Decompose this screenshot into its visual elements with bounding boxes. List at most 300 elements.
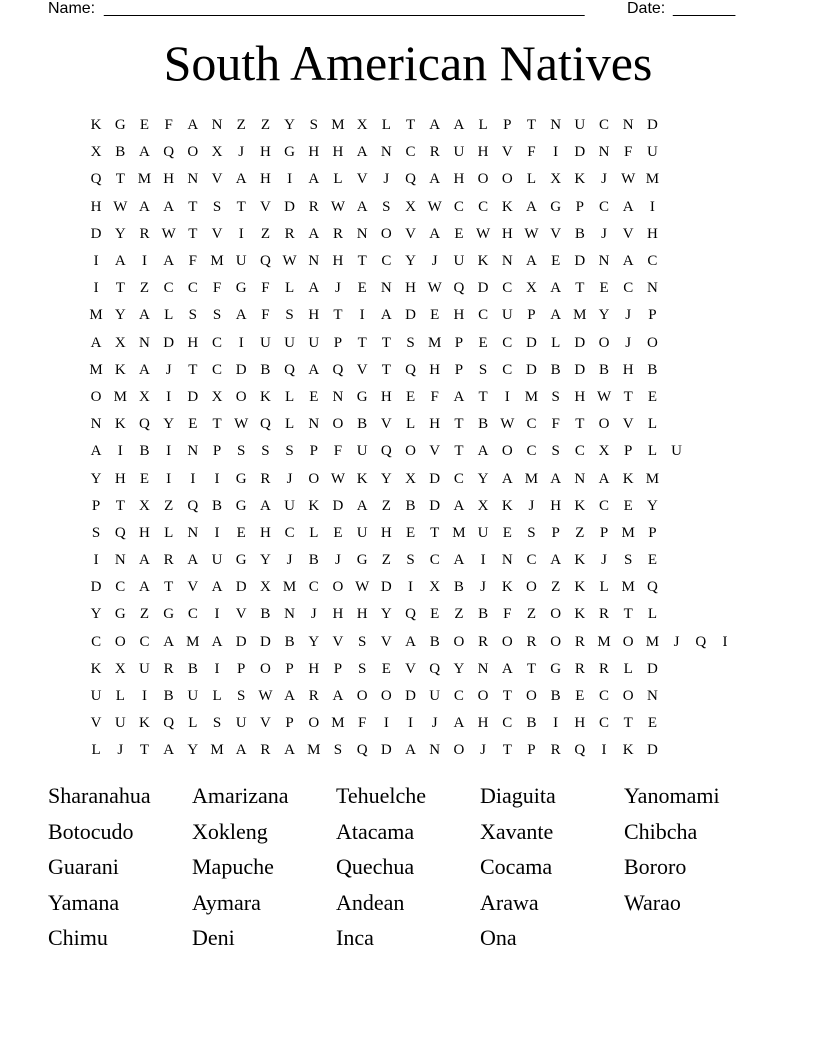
grid-cell: G	[163, 606, 175, 623]
grid-cell: S	[261, 443, 270, 460]
grid-row	[84, 384, 744, 411]
grid-cell: G	[356, 552, 368, 569]
grid-cell: O	[235, 388, 247, 405]
grid-cell: S	[285, 307, 294, 324]
grid-cell: H	[139, 524, 150, 541]
grid-cell: E	[381, 660, 391, 677]
word-list-item: Diaguita	[480, 783, 556, 808]
grid-cell: J	[601, 225, 607, 242]
grid-cell: C	[163, 280, 174, 297]
grid-cell: Z	[139, 280, 150, 297]
grid-cell: M	[645, 470, 660, 487]
grid-cell: X	[405, 198, 416, 215]
grid-cell: U	[646, 144, 658, 161]
grid-cell: J	[335, 552, 341, 569]
grid-cell: D	[332, 497, 344, 514]
grid-cell: R	[260, 470, 271, 487]
grid-cell: U	[284, 334, 296, 351]
grid-cell: N	[187, 171, 199, 188]
grid-cell: R	[260, 742, 271, 759]
grid-cell: P	[237, 660, 246, 677]
grid-cell: H	[380, 388, 392, 405]
grid-cell: R	[526, 633, 537, 650]
grid-cell: H	[90, 198, 102, 215]
grid-cell: T	[164, 579, 174, 596]
grid-cell: R	[308, 688, 319, 705]
grid-cell: Y	[453, 660, 465, 677]
grid-cell: B	[599, 361, 610, 378]
grid-cell: L	[551, 334, 561, 351]
grid-cell: N	[501, 552, 513, 569]
grid-cell: B	[260, 606, 271, 623]
grid-cell: X	[405, 470, 416, 487]
grid-cell: B	[284, 633, 295, 650]
grid-cell: G	[235, 552, 247, 569]
grid-cell: L	[212, 688, 222, 705]
grid-cell: S	[551, 388, 560, 405]
grid-cell: F	[261, 307, 270, 324]
grid-cell: H	[429, 361, 441, 378]
grid-cell: N	[477, 660, 489, 677]
grid-cell: K	[114, 361, 126, 378]
date-label: Date:	[627, 0, 666, 17]
grid-cell: Q	[163, 144, 175, 161]
grid-cell: G	[114, 117, 126, 134]
word-list-item: Amarizana	[192, 783, 289, 808]
grid-cell: W	[355, 579, 370, 596]
grid-cell: C	[212, 334, 223, 351]
grid-cell: I	[141, 688, 147, 705]
grid-cell: J	[625, 334, 632, 351]
grid-cell: W	[258, 688, 273, 705]
grid-cell: Q	[405, 606, 416, 623]
grid-cell: H	[308, 144, 320, 161]
grid-cell: H	[453, 307, 465, 324]
grid-cell: H	[163, 171, 175, 188]
grid-cell: I	[214, 606, 220, 623]
grid-cell: O	[405, 443, 416, 460]
grid-cell: A	[550, 470, 562, 487]
grid-cell: M	[282, 579, 297, 596]
grid-cell: M	[621, 579, 635, 596]
grid-cell: W	[234, 416, 249, 433]
grid-cell: T	[381, 361, 391, 378]
grid-cell: I	[166, 388, 172, 405]
grid-cell: A	[453, 715, 465, 732]
grid-cell: K	[308, 497, 320, 514]
grid-cell: A	[356, 198, 368, 215]
grid-cell: V	[211, 225, 223, 242]
grid-cell: A	[90, 334, 102, 351]
grid-cell: A	[308, 171, 320, 188]
word-list-item: Andean	[336, 889, 405, 915]
grid-cell: Q	[284, 361, 296, 378]
grid-cell: A	[501, 470, 513, 487]
grid-cell: E	[454, 225, 464, 242]
grid-cell: E	[647, 388, 657, 405]
grid-cell: B	[139, 443, 150, 460]
grid-cell: I	[93, 253, 99, 270]
grid-cell: I	[504, 388, 510, 405]
grid-cell: D	[646, 742, 658, 759]
grid-cell: C	[308, 579, 319, 596]
grid-cell: J	[528, 497, 535, 514]
grid-cell: J	[480, 742, 487, 759]
grid-cell: Z	[381, 497, 391, 514]
grid-cell: I	[117, 443, 123, 460]
grid-cell: F	[430, 388, 439, 405]
grid-cell: N	[356, 225, 368, 242]
grid-cell: X	[526, 280, 537, 297]
grid-cell: A	[332, 688, 344, 705]
grid-cell: F	[188, 253, 198, 270]
grid-cell: U	[259, 334, 271, 351]
grid-cell: A	[380, 307, 392, 324]
grid-cell: N	[90, 416, 102, 433]
grid-cell: E	[430, 606, 440, 623]
grid-cell: V	[235, 606, 247, 623]
grid-cell: C	[429, 552, 440, 569]
grid-cell: V	[259, 198, 271, 215]
grid-cell: D	[574, 334, 586, 351]
grid-cell: Z	[551, 579, 561, 596]
grid-cell: B	[405, 497, 416, 514]
grid-cell: L	[188, 715, 198, 732]
grid-cell: K	[574, 579, 586, 596]
grid-cell: H	[114, 470, 126, 487]
word-list-item: Yanomami	[624, 783, 720, 808]
grid-cell: M	[307, 742, 321, 759]
grid-row	[84, 248, 744, 275]
grid-cell: B	[308, 552, 319, 569]
grid-cell: R	[599, 606, 610, 623]
grid-cell: L	[599, 579, 609, 596]
grid-cell: M	[210, 253, 224, 270]
grid-cell: L	[309, 524, 319, 541]
grid-cell: E	[357, 280, 367, 297]
grid-row	[84, 194, 744, 221]
grid-cell: F	[624, 144, 633, 161]
grid-cell: E	[647, 552, 657, 569]
grid-cell: U	[114, 715, 126, 732]
grid-cell: T	[526, 660, 537, 677]
grid-cell: Q	[405, 171, 416, 188]
grid-cell: V	[211, 171, 223, 188]
grid-cell: N	[550, 117, 562, 134]
grid-cell: N	[139, 334, 150, 351]
grid-cell: D	[284, 198, 296, 215]
grid-cell: T	[454, 416, 464, 433]
grid-cell: D	[235, 361, 247, 378]
grid-cell: I	[214, 660, 220, 677]
grid-cell: A	[622, 198, 634, 215]
grid-cell: A	[211, 633, 223, 650]
grid-cell: S	[212, 307, 222, 324]
grid-cell: K	[501, 579, 513, 596]
grid-cell: O	[526, 688, 537, 705]
grid-cell: X	[429, 579, 441, 596]
grid-cell: W	[427, 198, 442, 215]
grid-cell: E	[188, 416, 198, 433]
grid-cell: C	[187, 606, 198, 623]
grid-cell: H	[429, 416, 441, 433]
letter-grid	[84, 112, 744, 765]
grid-cell: S	[212, 198, 222, 215]
grid-cell: D	[429, 497, 441, 514]
grid-cell: M	[89, 361, 103, 378]
grid-cell: C	[502, 715, 513, 732]
grid-cell: E	[575, 688, 585, 705]
grid-cell: U	[671, 443, 683, 460]
grid-cell: A	[187, 117, 199, 134]
grid-cell: V	[90, 715, 102, 732]
grid-cell: M	[331, 117, 345, 134]
grid-cell: N	[598, 253, 610, 270]
grid-cell: V	[356, 171, 368, 188]
grid-cell: B	[115, 144, 126, 161]
grid-cell: P	[648, 524, 657, 541]
word-list-item: Botocudo	[48, 818, 134, 844]
grid-cell: O	[550, 606, 562, 623]
grid-cell: W	[161, 225, 176, 242]
grid-cell: O	[90, 388, 102, 405]
grid-cell: K	[356, 470, 368, 487]
grid-cell: G	[550, 198, 562, 215]
grid-cell: H	[574, 715, 586, 732]
grid-cell: C	[502, 361, 513, 378]
grid-cell: A	[526, 198, 537, 215]
grid-cell: U	[211, 552, 223, 569]
grid-cell: E	[405, 524, 416, 541]
grid-cell: W	[500, 416, 515, 433]
grid-cell: V	[259, 715, 271, 732]
word-list-item: Yamana	[48, 889, 120, 915]
grid-cell: B	[429, 633, 440, 650]
grid-cell: J	[383, 171, 390, 188]
grid-cell: G	[284, 144, 296, 161]
grid-cell: N	[501, 253, 513, 270]
grid-cell: D	[526, 361, 537, 378]
grid-cell: J	[335, 280, 341, 297]
grid-cell: A	[526, 253, 537, 270]
grid-cell: R	[574, 660, 585, 677]
grid-cell: S	[333, 742, 343, 759]
grid-cell: Q	[139, 416, 150, 433]
grid-cell: B	[647, 361, 658, 378]
word-list-item: Guarani	[48, 854, 119, 879]
grid-cell: S	[237, 443, 246, 460]
grid-cell: S	[406, 552, 415, 569]
grid-cell: J	[310, 606, 317, 623]
grid-cell: A	[356, 497, 368, 514]
grid-cell: D	[405, 307, 416, 324]
grid-cell: K	[501, 198, 513, 215]
grid-cell: T	[405, 117, 416, 134]
grid-cell: G	[235, 497, 247, 514]
grid-cell: D	[405, 688, 416, 705]
grid-cell: M	[524, 388, 539, 405]
grid-cell: H	[187, 334, 199, 351]
grid-cell: E	[309, 388, 319, 405]
grid-row	[84, 411, 744, 438]
grid-cell: Q	[405, 361, 416, 378]
grid-cell: P	[91, 497, 101, 514]
grid-cell: G	[235, 280, 247, 297]
grid-cell: I	[214, 470, 220, 487]
grid-cell: H	[380, 524, 392, 541]
grid-cell: N	[332, 388, 344, 405]
grid-cell: H	[453, 171, 465, 188]
grid-cell: Q	[380, 443, 392, 460]
grid-cell: D	[380, 742, 392, 759]
grid-cell: Q	[90, 171, 102, 188]
grid-cell: I	[141, 253, 147, 270]
grid-row	[84, 656, 744, 683]
grid-cell: X	[114, 660, 126, 677]
grid-row	[84, 438, 744, 465]
grid-cell: P	[624, 443, 633, 460]
grid-cell: O	[187, 144, 199, 161]
grid-cell: A	[477, 443, 489, 460]
grid-cell: C	[284, 524, 295, 541]
grid-cell: S	[357, 633, 367, 650]
grid-cell: D	[574, 253, 586, 270]
grid-cell: F	[164, 117, 173, 134]
grid-cell: O	[598, 416, 610, 433]
grid-cell: V	[501, 144, 513, 161]
grid-cell: G	[550, 660, 562, 677]
grid-row	[84, 139, 744, 166]
grid-cell: C	[453, 470, 464, 487]
grid-cell: O	[332, 579, 344, 596]
grid-cell: P	[527, 742, 536, 759]
grid-cell: H	[477, 715, 489, 732]
grid-cell: J	[286, 470, 293, 487]
grid-row	[84, 221, 744, 248]
grid-cell: H	[574, 388, 586, 405]
name-line: ______________________________________________________	[104, 0, 585, 17]
grid-cell: T	[357, 253, 367, 270]
grid-cell: D	[90, 225, 102, 242]
grid-cell: A	[429, 117, 441, 134]
grid-cell: L	[164, 524, 174, 541]
grid-cell: I	[649, 198, 655, 215]
grid-cell: J	[480, 579, 487, 596]
grid-cell: X	[211, 388, 223, 405]
grid-cell: Z	[164, 497, 174, 514]
grid-cell: S	[309, 117, 318, 134]
grid-cell: T	[357, 334, 367, 351]
grid-cell: R	[599, 660, 610, 677]
grid-cell: A	[211, 579, 223, 596]
grid-cell: S	[212, 715, 222, 732]
grid-row	[84, 629, 744, 656]
grid-cell: H	[622, 361, 634, 378]
grid-cell: F	[503, 606, 512, 623]
grid-cell: O	[646, 334, 658, 351]
grid-cell: H	[332, 144, 344, 161]
grid-cell: U	[284, 497, 296, 514]
grid-cell: I	[287, 171, 293, 188]
grid-cell: N	[114, 552, 126, 569]
grid-cell: D	[163, 334, 175, 351]
grid-cell: A	[429, 171, 441, 188]
grid-cell: O	[356, 688, 368, 705]
grid-cell: G	[114, 606, 126, 623]
grid-row	[84, 520, 744, 547]
grid-cell: I	[238, 225, 244, 242]
grid-cell: X	[90, 144, 102, 161]
grid-cell: V	[187, 579, 199, 596]
grid-cell: A	[405, 742, 416, 759]
grid-cell: N	[646, 280, 658, 297]
grid-cell: A	[429, 225, 441, 242]
grid-cell: L	[115, 688, 125, 705]
grid-cell: K	[622, 742, 634, 759]
grid-cell: X	[114, 334, 126, 351]
grid-cell: C	[187, 280, 198, 297]
grid-cell: A	[550, 307, 562, 324]
grid-cell: A	[163, 253, 175, 270]
grid-cell: W	[282, 253, 297, 270]
grid-cell: P	[599, 524, 609, 541]
grid-cell: I	[553, 144, 559, 161]
grid-cell: U	[477, 524, 489, 541]
grid-cell: C	[599, 117, 610, 134]
word-list-item: Chibcha	[624, 818, 698, 844]
grid-cell: V	[405, 225, 416, 242]
grid-cell: R	[284, 225, 295, 242]
grid-cell: B	[478, 606, 489, 623]
grid-cell: B	[453, 579, 464, 596]
grid-cell: U	[574, 117, 586, 134]
grid-cell: A	[259, 497, 271, 514]
grid-cell: E	[139, 117, 150, 134]
grid-cell: P	[285, 660, 294, 677]
grid-cell: M	[645, 633, 660, 650]
word-list-item: Arawa	[480, 889, 539, 915]
grid-cell: I	[553, 715, 559, 732]
grid-cell: L	[526, 171, 537, 188]
grid-cell: Y	[90, 470, 102, 487]
grid-cell: O	[622, 633, 634, 650]
grid-cell: J	[286, 552, 293, 569]
grid-cell: K	[574, 606, 586, 623]
grid-cell: I	[383, 715, 389, 732]
grid-cell: Z	[454, 606, 464, 623]
grid-cell: C	[623, 280, 634, 297]
grid-cell: H	[550, 497, 562, 514]
grid-cell: X	[356, 117, 368, 134]
grid-cell: J	[625, 307, 632, 324]
grid-cell: N	[598, 144, 610, 161]
grid-cell: Y	[405, 253, 416, 270]
grid-cell: P	[285, 715, 294, 732]
grid-cell: C	[526, 416, 537, 433]
grid-cell: X	[139, 388, 150, 405]
grid-cell: D	[187, 388, 199, 405]
grid-cell: O	[453, 742, 465, 759]
grid-cell: I	[408, 715, 414, 732]
grid-cell: T	[188, 225, 198, 242]
grid-cell: Z	[526, 606, 537, 623]
grid-cell: R	[163, 552, 174, 569]
grid-cell: E	[430, 307, 440, 324]
grid-cell: D	[235, 579, 247, 596]
grid-cell: K	[477, 253, 489, 270]
grid-cell: O	[380, 225, 392, 242]
grid-cell: L	[647, 606, 657, 623]
